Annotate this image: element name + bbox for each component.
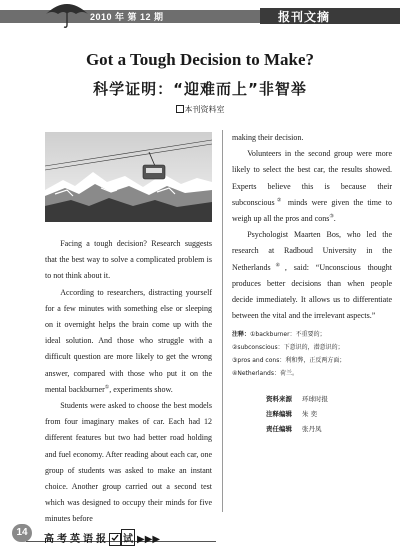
paragraph-4 [232, 146, 392, 227]
paragraph-5 [232, 227, 392, 324]
column-name: 报刊文摘 [278, 10, 331, 24]
footnote-3-marker: ③ [329, 214, 334, 220]
paragraph-5-b: , said: “Unconscious thought produces better decisions than when people decide immediately. It allows us to differentiate between the vital and the irrelevant aspects.” [232, 262, 393, 321]
arrows-icon: ▶▶▶ [137, 534, 161, 545]
paragraph-2-text: According to researchers, distracting yourself for a few minutes with something else or sleeping on it overnight helps the brain come up with the ideal solution. And those who struggle with a difficult question are more likely to get the wrong answer, compared with those who put it on the mental backburner [45, 287, 212, 394]
paragraph-4-b: minds were given the time to weigh up all the pros and cons [232, 197, 392, 224]
footer-box-1 [109, 533, 121, 546]
note-4: ④Netherlands：荷兰。 [232, 370, 298, 378]
byline-text: 本刊资料室 [184, 105, 225, 114]
right-column [232, 130, 392, 437]
byline [0, 104, 400, 115]
page-footer [0, 518, 400, 550]
credits-block [232, 392, 392, 437]
note-1: 注释：①backburner：不重要的； [232, 331, 326, 339]
credit-source: 资料来源 环球时报 [266, 395, 328, 404]
credit-editor: 责任编辑 张丹凤 [266, 425, 322, 434]
tick-icon [111, 534, 119, 542]
paragraph-4-a: Volunteers in the second group were more likely to select the best car, the results showed. Experts believe this is because their subconscious [232, 149, 392, 207]
paragraph-5-a: Psychologist Maarten Bos, who led the research at Radboud University in the Netherlands [232, 230, 392, 272]
left-column [45, 236, 212, 528]
paragraph-2-end: , experiments show. [109, 384, 173, 394]
paragraph-2 [45, 285, 212, 398]
byline-box [176, 105, 184, 113]
footer-box-2: 试 [121, 529, 135, 546]
footnote-1-marker: ① [104, 385, 110, 391]
page-number: 14 [12, 524, 32, 542]
paragraph-1: Facing a tough decision? Research suggests that the best way to solve a complicated problem is to not think about it. [45, 239, 212, 281]
column-divider [222, 130, 223, 512]
footnote-2-marker: ② [274, 198, 284, 204]
issue-label: 2010 年 第 12 期 [90, 12, 164, 22]
article-title-english: Got a Tough Decision to Make? [85, 50, 315, 69]
paragraph-4-c: . [333, 214, 336, 224]
footer-title: 高考英语报 试 ▶▶▶ [44, 529, 160, 546]
cable-car-photo [45, 132, 212, 222]
article-title-chinese: 科学证明：“迎难而上”非智举 [93, 80, 307, 98]
notes-label: 注释： [232, 331, 251, 339]
notes-block [232, 328, 392, 380]
credit-notes-editor: 注释编辑 朱 奕 [266, 410, 318, 419]
paragraph-3: Students were asked to choose the best models from four imaginary makes of car. Each had 12 different features but two had better road holding and fuel economy. After reading about each car, one group of students was asked to make an instant choice. Another group carried out a second test which was designed to occupy their minds for five minutes before [45, 401, 212, 524]
footnote-4-marker: ④ [270, 262, 285, 268]
note-3: ③pros and cons：利和弊，正反两方面； [232, 357, 346, 365]
paragraph-3-continued: making their decision. [232, 133, 304, 142]
note-2: ②subconscious：下意识的，潜意识的； [232, 344, 344, 352]
umbrella-icon [42, 0, 92, 28]
page-header [0, 0, 400, 30]
